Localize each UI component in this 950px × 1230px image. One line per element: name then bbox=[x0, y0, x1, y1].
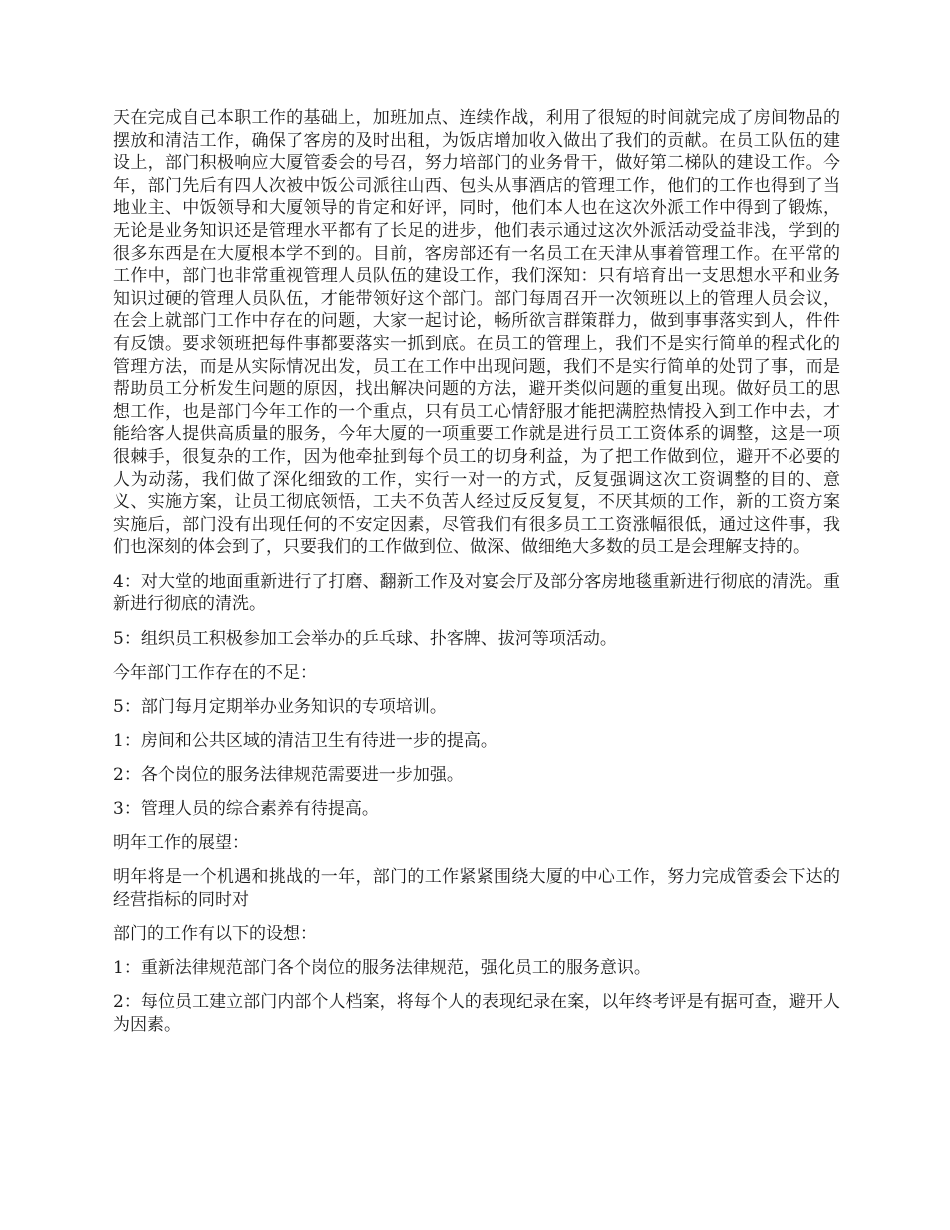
list-item: 1：重新法律规范部门各个岗位的服务法律规范，强化员工的服务意识。 bbox=[113, 958, 651, 978]
list-item: 2：各个岗位的服务法律规范需要进一步加强。 bbox=[113, 764, 464, 785]
list-item: 3：管理人员的综合素养有待提高。 bbox=[113, 799, 379, 820]
list-item: 2：每位员工建立部门内部个人档案，将每个人的表现纪录在案，以年终考评是有据可查，避开人为因素。 bbox=[113, 992, 840, 1035]
body-paragraph: 天在完成自己本职工作的基础上，加班加点、连续作战，利用了很短的时间就完成了房间物品的摆放和清洁工作，确保了客房的及时出租，为饭店增加收入做出了我们的贡献。在员工队伍的建设上，部门积极响应大厦管委会的号召，努力培部门的业务骨干，做好第二梯队的建设工作。今年，部门先后有四人次被中饭公司派往山西、包头从事酒店的管理工作，他们的工作也得到了当地业主、中饭领导和大厦领导的肯定和好评，同时，他们本人也在这次外派工作中得到了锻炼，无论是业务知识还是管理水平都有了长足的进步，他们表示通过这次外派活动受益非浅，学到的很多东西是在大厦根本学不到的。目前，客房部还有一名员工在天津从事着管理工作。在平常的工作中，部门也非常重视管理人员队伍的建设工作，我们深知：只有培育出一支思想水平和业务知识过硬的管理人员队伍，才能带领好这个部门。部门每周召开一次领班以上的管理人员会议，在会上就部门工作中存在的问题，大家一起讨论，畅所欲言群策群力，做到事事落实到人，件件有反馈。要求领班把每件事都要落实一抓到底。在员工的管理上，我们不是实行简单的程式化的管理方法，而是从实际情况出发，员工在工作中出现问题，我们不是实行简单的处罚了事，而是帮助员工分析发生问题的原因，找出解决问题的方法，避开类似问题的重复出现。做好员工的思想工作，也是部门今年工作的一个重点，只有员工心情舒服才能把满腔热情投入到工作中去，才能给客人提供高质量的服务，今年大厦的一项重要工作就是进行员工工资体系的调整，这是一项很棘手，很复杂的工作，因为他牵扯到每个员工的切身利益，为了把工作做到位，避开不必要的人为动荡，我们做了深化细致的工作，实行一对一的方式，反复强调这次工资调整的目的、意义、实施方案，让员工彻底领悟，工夫不负苦人经过反反复复，不厌其烦的工作，新的工资方案实施后，部门没有出现任何的不安定因素，尽管我们有很多员工工资涨幅很低，通过这件事，我们也深刻的体会到了，只要我们的工作做到位、做深、做细绝大多数的员工是会理解支持的。 bbox=[113, 108, 840, 558]
list-item: 4：对大堂的地面重新进行了打磨、翻新工作及对宴会厅及部分客房地毯重新进行彻底的清洗。重新进行彻底的清洗。 bbox=[113, 571, 840, 615]
list-item: 5：组织员工积极参加工会举办的乒乓球、扑客牌、拔河等项活动。 bbox=[113, 628, 617, 649]
section-heading: 今年部门工作存在的不足： bbox=[113, 662, 317, 683]
list-item: 1：房间和公共区域的清洁卫生有待进一步的提高。 bbox=[113, 730, 498, 751]
body-paragraph: 明年将是一个机遇和挑战的一年，部门的工作紧紧围绕大厦的中心工作，努力完成管委会下达的经营指标的同时对 bbox=[113, 867, 840, 910]
body-paragraph: 部门的工作有以下的设想： bbox=[113, 923, 317, 944]
section-heading: 明年工作的展望： bbox=[113, 833, 249, 854]
list-item: 5：部门每月定期举办业务知识的专项培训。 bbox=[113, 696, 447, 717]
document-body bbox=[113, 107, 840, 1048]
